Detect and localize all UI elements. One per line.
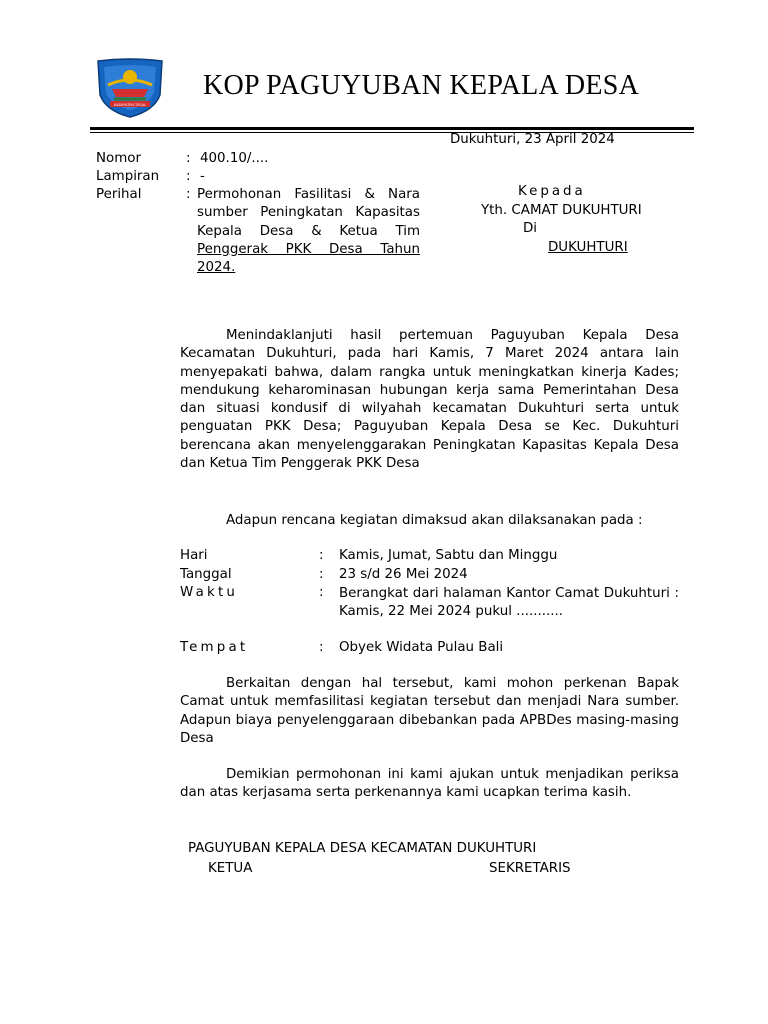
perihal-text: Permohonan Fasilitasi & Nara sumber Peningkatan Kapasitas Kepala Desa & Ketua Tim xyxy=(197,187,420,239)
signature-sekretaris: SEKRETARIS xyxy=(489,861,571,876)
recipient-di: Di xyxy=(523,221,538,236)
perihal-underlined: Penggerak PKK Desa Tahun 2024. xyxy=(197,241,420,276)
body-p1-text: Menindaklanjuti hasil pertemuan Paguyuban Kepala Desa Kecamatan Dukuhturi, pada hari Kamis, 7 Maret 2024 antara lain menyepakati bahwa, dalam rangka untuk meningkatkan kinerja Kades; mendukung keharominasan hubungan kerja sama Pemerintahan Desa dan situasi kondusif di wilyahah kecamatan Dukuhturi serta untuk penguatan PKK Desa; Paguyuban Kepala Desa se Kec. Dukuhturi berencana akan menyelenggarakan Peningkatan Kapasitas Kepala Desa dan Ketua Tim Penggerak PKK Desa xyxy=(180,328,679,472)
body-paragraph-1 xyxy=(180,327,679,473)
nomor-label: Nomor xyxy=(96,151,141,166)
perihal-value xyxy=(197,186,420,277)
body-paragraph-4 xyxy=(180,766,679,803)
lampiran-colon: : xyxy=(186,169,191,184)
tanggal-label: Tanggal xyxy=(180,567,232,582)
recipient-kepada: Kepada xyxy=(518,184,586,199)
waktu-value: Berangkat dari halaman Kantor Camat Dukuhturi : Kamis, 22 Mei 2024 pukul ........... xyxy=(339,586,679,620)
regency-logo xyxy=(94,55,166,119)
hari-value: Kamis, Jumat, Sabtu dan Minggu xyxy=(339,548,558,563)
waktu-colon: : xyxy=(319,585,324,600)
svg-text:KABUPATEN TEGAL: KABUPATEN TEGAL xyxy=(113,103,147,107)
tempat-label: Tempat xyxy=(180,640,249,655)
body-paragraph-3 xyxy=(180,675,679,748)
tanggal-value: 23 s/d 26 Mei 2024 xyxy=(339,567,468,582)
hari-label: Hari xyxy=(180,548,208,563)
waktu-label: Waktu xyxy=(180,585,239,600)
letter-date: Dukuhturi, 23 April 2024 xyxy=(450,132,615,147)
body-p3-text: Berkaitan dengan hal tersebut, kami mohon perkenan Bapak Camat untuk memfasilitasi kegiatan tersebut dan menjadi Nara sumber. Adapun biaya penyelenggaraan dibebankan pada APBDes masing-masing Desa xyxy=(180,676,679,746)
lampiran-value: - xyxy=(200,169,205,184)
tempat-colon: : xyxy=(319,640,324,655)
perihal-label: Perihal xyxy=(96,187,142,202)
signature-ketua: KETUA xyxy=(208,861,253,876)
nomor-colon: : xyxy=(186,151,191,166)
nomor-value: 400.10/.... xyxy=(200,151,269,166)
body-p2-text: Adapun rencana kegiatan dimaksud akan dilaksanakan pada : xyxy=(226,513,643,528)
tanggal-colon: : xyxy=(319,567,324,582)
letterhead-rule-thick xyxy=(90,127,694,130)
body-p4-text: Demikian permohonan ini kami ajukan untuk menjadikan periksa dan atas kerjasama serta perkenannya kami ucapkan terima kasih. xyxy=(180,767,679,801)
body-paragraph-2 xyxy=(180,512,679,530)
perihal-colon: : xyxy=(186,187,191,202)
tempat-value: Obyek Widata Pulau Bali xyxy=(339,640,504,655)
lampiran-label: Lampiran xyxy=(96,169,160,184)
letterhead-title: KOP PAGUYUBAN KEPALA DESA xyxy=(203,70,640,101)
signature-organization: PAGUYUBAN KEPALA DESA KECAMATAN DUKUHTURI xyxy=(188,841,537,856)
recipient-place: DUKUHTURI xyxy=(548,240,628,255)
recipient-yth: Yth. CAMAT DUKUHTURI xyxy=(481,203,642,218)
hari-colon: : xyxy=(319,548,324,563)
